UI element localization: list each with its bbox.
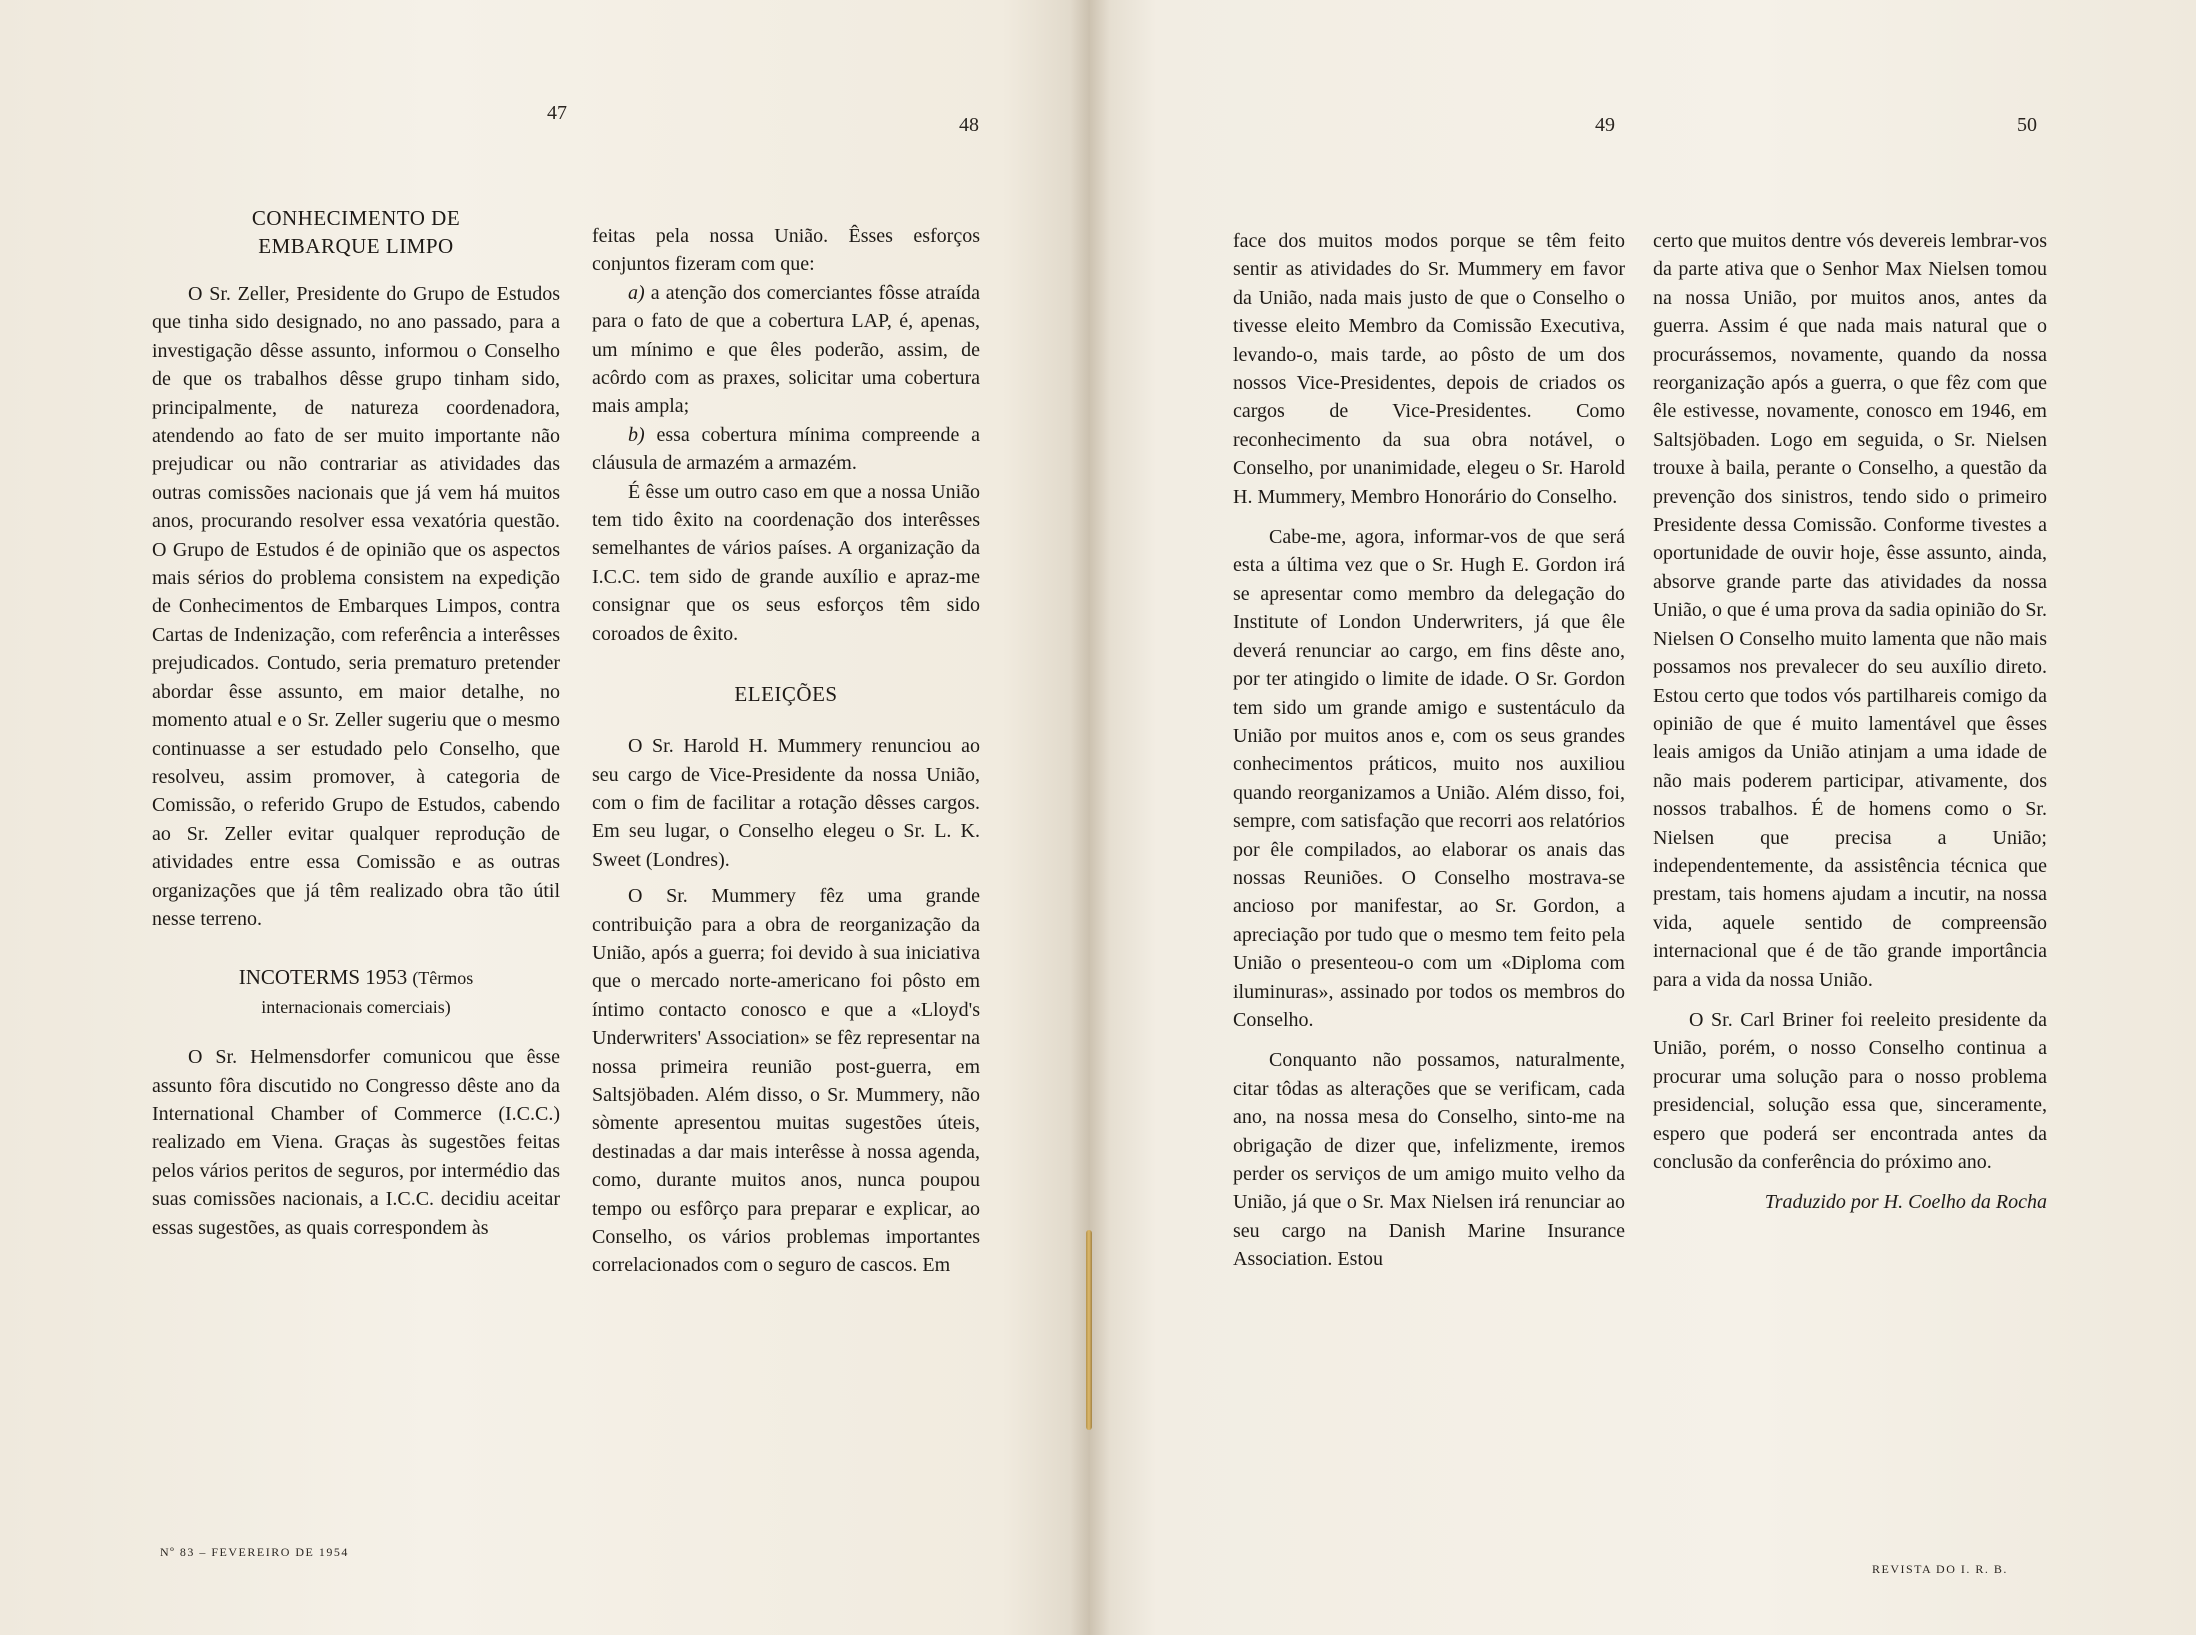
paragraph-coordenacao: É êsse um outro caso em que a nossa União tem tido êxito na coordenação dos interêsses semelhantes de vários países. A organização da I.C.C. tem sido de grande auxílio e apraz-me consignar que os seus esforços têm sido coroados de êxito.: [592, 480, 980, 645]
heading-incoterms-title: INCOTERMS 1953: [238, 965, 408, 990]
heading-conhecimento-line1: CONHECIMENTO DE: [251, 206, 461, 230]
page-number-49: 49: [1595, 114, 1615, 136]
left-page: [0, 0, 1090, 1635]
binding-staple: [1086, 1230, 1092, 1430]
list-item-a-label: a): [628, 281, 645, 304]
heading-conhecimento-line2: EMBARQUE LIMPO: [258, 234, 454, 258]
paragraph-zeller: O Sr. Zeller, Presidente do Grupo de Estudos que tinha sido designado, no ano passado, para a investigação dêsse assunto, informou o Conselho de que os trabalhos dêsse grupo tinham sido, principalmente, de natureza coordenadora, atendendo ao fato de ser muito importante não prejudicar ou não contrariar as atividades das outras comissões nacionais que já vem há muitos anos, procurando resolver essa vexatória questão. O Grupo de Estudos é de opinião que os aspectos mais sérios do problema consistem na expedição de Conhecimentos de Embarques Limpos, contra Cartas de Indenização, com referência a interêsses prejudicados. Contudo, seria prematuro pretender abordar êsse assunto, em maior detalhe, no momento atual e o Sr. Zeller sugeriu que o mesmo continuasse a ser estudado pelo Conselho, que resolveu, assim promover, à categoria de Comissão, o referido Grupo de Estudos, cabendo ao Sr. Zeller evitar qualquer reprodução de atividades entre essa Comissão e as outras organizações que já têm realizado obra tão útil nesse terreno.: [152, 283, 560, 930]
page-number-50: 50: [2017, 114, 2037, 136]
heading-incoterms-sub2: internacionais comerciais): [261, 996, 451, 1017]
list-item-a-text: a atenção dos comerciantes fôsse atraída para o fato de que a cobertura LAP, é, apenas, um mínimo e que êles poderão, assim, de acôrdo com as praxes, solicitar uma cobertura mais ampla;: [592, 281, 981, 418]
paragraph-esforcos: feitas pela nossa União. Êsses esforços conjuntos fizeram com que:: [592, 225, 980, 276]
paragraph-mummery-honorario: face dos muitos modos porque se têm feito sentir as atividades do Sr. Mummery em favor da União, nada mais justo de que o Conselho o tivesse eleito Membro da Comissão Executiva, levando-o, mais tarde, ao pôsto de um dos nossos Vice-Presidentes, depois de criados os cargos de Vice-Presidentes. Como reconhecimento da sua obra notável, o Conselho, por unanimidade, elegeu o Sr. Harold H. Mummery, Membro Honorário do Conselho.: [1233, 230, 1625, 508]
page-number-47: 47: [547, 102, 567, 124]
column-4: [1653, 227, 2047, 1217]
list-item-a: [592, 279, 980, 421]
paragraph-nielsen-intro: Conquanto não possamos, naturalmente, citar tôdas as alterações que se verificam, cada ano, na nossa mesa do Conselho, sinto-me na obrigação de dizer que, infelizmente, iremos perder os serviços de um amigo muito velho da União, já que o Sr. Max Nielsen irá renunciar ao seu cargo na Danish Marine Insurance Association. Estou: [1233, 1049, 1625, 1271]
paragraph-mummery-renuncia: O Sr. Harold H. Mummery renunciou ao seu cargo de Vice-Presidente da nossa União, com o fim de facilitar a rotação dêsses cargos. Em seu lugar, o Conselho elegeu o Sr. L. K. Sweet (Londres).: [592, 735, 980, 871]
list-item-b: [592, 421, 980, 478]
paragraph-nielsen: certo que muitos dentre vós devereis lembrar-vos da parte ativa que o Senhor Max Nielsen tomou na nossa União, por muitos anos, antes da guerra. Assim é que nada mais natural que o procurássemos, novamente, quando da nossa reorganização após a guerra, o que fêz com que êle estivesse, novamente, conosco em 1946, em Saltsjöbaden. Logo em seguida, o Sr. Nielsen trouxe à baila, perante o Conselho, a questão da prevenção dos sinistros, tendo sido o primeiro Presidente dessa Comissão. Conforme tivestes a oportunidade de ouvir hoje, êsse assunto, ainda, absorve grande parte das atividades da nossa União, o que é uma prova da sadia opinião do Sr. Nielsen O Conselho muito lamenta que não mais possamos nos prevalecer do seu auxílio direto. Estou certo que todos vós partilhareis comigo da opinião de que é muito lamentável que êsses leais amigos da União atinjam a uma idade de não mais poderem participar, ativamente, dos nossos trabalhos. É de homens como o Sr. Nielsen que precisa a União; independentemente, da assistência técnica que prestam, tais homens ajudam a incutir, na nossa vida, aquele sentido de compreensão internacional que é de tão grande importância para a vida da nossa União.: [1653, 230, 2047, 991]
paragraph-helmensdorfer: O Sr. Helmensdorfer comunicou que êsse assunto fôra discutido no Congresso dêste ano da International Chamber of Commerce (I.C.C.) realizado em Viena. Graças às sugestões feitas pelos vários peritos de seguros, por intermédio das suas comissões nacionais, a I.C.C. decidiu aceitar essas sugestões, as quais correspondem às: [152, 1046, 560, 1239]
column-2: [592, 222, 980, 1280]
paragraph-mummery-contribuicao: O Sr. Mummery fêz uma grande contribuição para a obra de reorganização da União, após a guerra; foi devido à sua iniciativa que o mercado norte-americano foi pôsto em íntimo contacto conosco e que a «Lloyd's Underwriters' Association» se fêz representar na nossa primeira reunião post-guerra, em Saltsjöbaden. Além disso, o Sr. Mummery, não sòmente apresentou muitas sugestões úteis, destinadas a dar mais interêsse à nossa agenda, como, durante muitos anos, nunca poupou tempo ou esfôrço para preparar e explicar, ao Conselho, os vários problemas importantes correlacionados com o seguro de cascos. Em: [592, 885, 980, 1277]
heading-incoterms: [152, 963, 560, 1021]
column-3: [1233, 227, 1625, 1274]
paragraph-briner: O Sr. Carl Briner foi reeleito presidente da União, porém, o nosso Conselho continua a procurar uma solução para o nosso problema presidencial, solução essa que, sinceramente, espero que poderá ser encontrada antes da conclusão da conferência do próximo ano.: [1653, 1008, 2047, 1173]
translator-credit: Traduzido por H. Coelho da Rocha: [1764, 1191, 2047, 1214]
list-item-b-label: b): [628, 423, 645, 446]
heading-eleicoes: ELEIÇÕES: [734, 682, 838, 707]
right-page: [1090, 0, 2196, 1635]
list-item-b-text: essa cobertura mínima compreende a cláusula de armazém a armazém.: [592, 423, 980, 475]
footer-magazine: REVISTA DO I. R. B.: [1872, 1562, 2008, 1576]
footer-issue: Nº 83 – FEVEREIRO DE 1954: [160, 1545, 349, 1559]
heading-incoterms-sub1: (Têrmos: [412, 968, 474, 989]
paragraph-gordon: Cabe-me, agora, informar-vos de que será esta a última vez que o Sr. Hugh E. Gordon irá se apresentar como membro da delegação do Institute of London Underwriters, já que êle deverá renunciar ao cargo, em fins dêste ano, por ter atingido o limite de idade. O Sr. Gordon tem sido um grande amigo e sustentáculo da União por muitos anos e, com os seus grandes conhecimentos práticos, muito nos auxiliou quando reorganizamos a União. Além disso, foi, sempre, com satisfação que recorri aos relatórios por êle compilados, ao elaborar os anais das nossas Reuniões. O Conselho mostrava-se ancioso por manifestar, ao Sr. Gordon, a apreciação por tudo que o mesmo tem feito pela União o presenteou-o com um «Diploma com iluminuras», assinado por todos os membros do Conselho.: [1233, 526, 1625, 1031]
page-number-48: 48: [959, 114, 979, 136]
column-1: [152, 204, 560, 1242]
